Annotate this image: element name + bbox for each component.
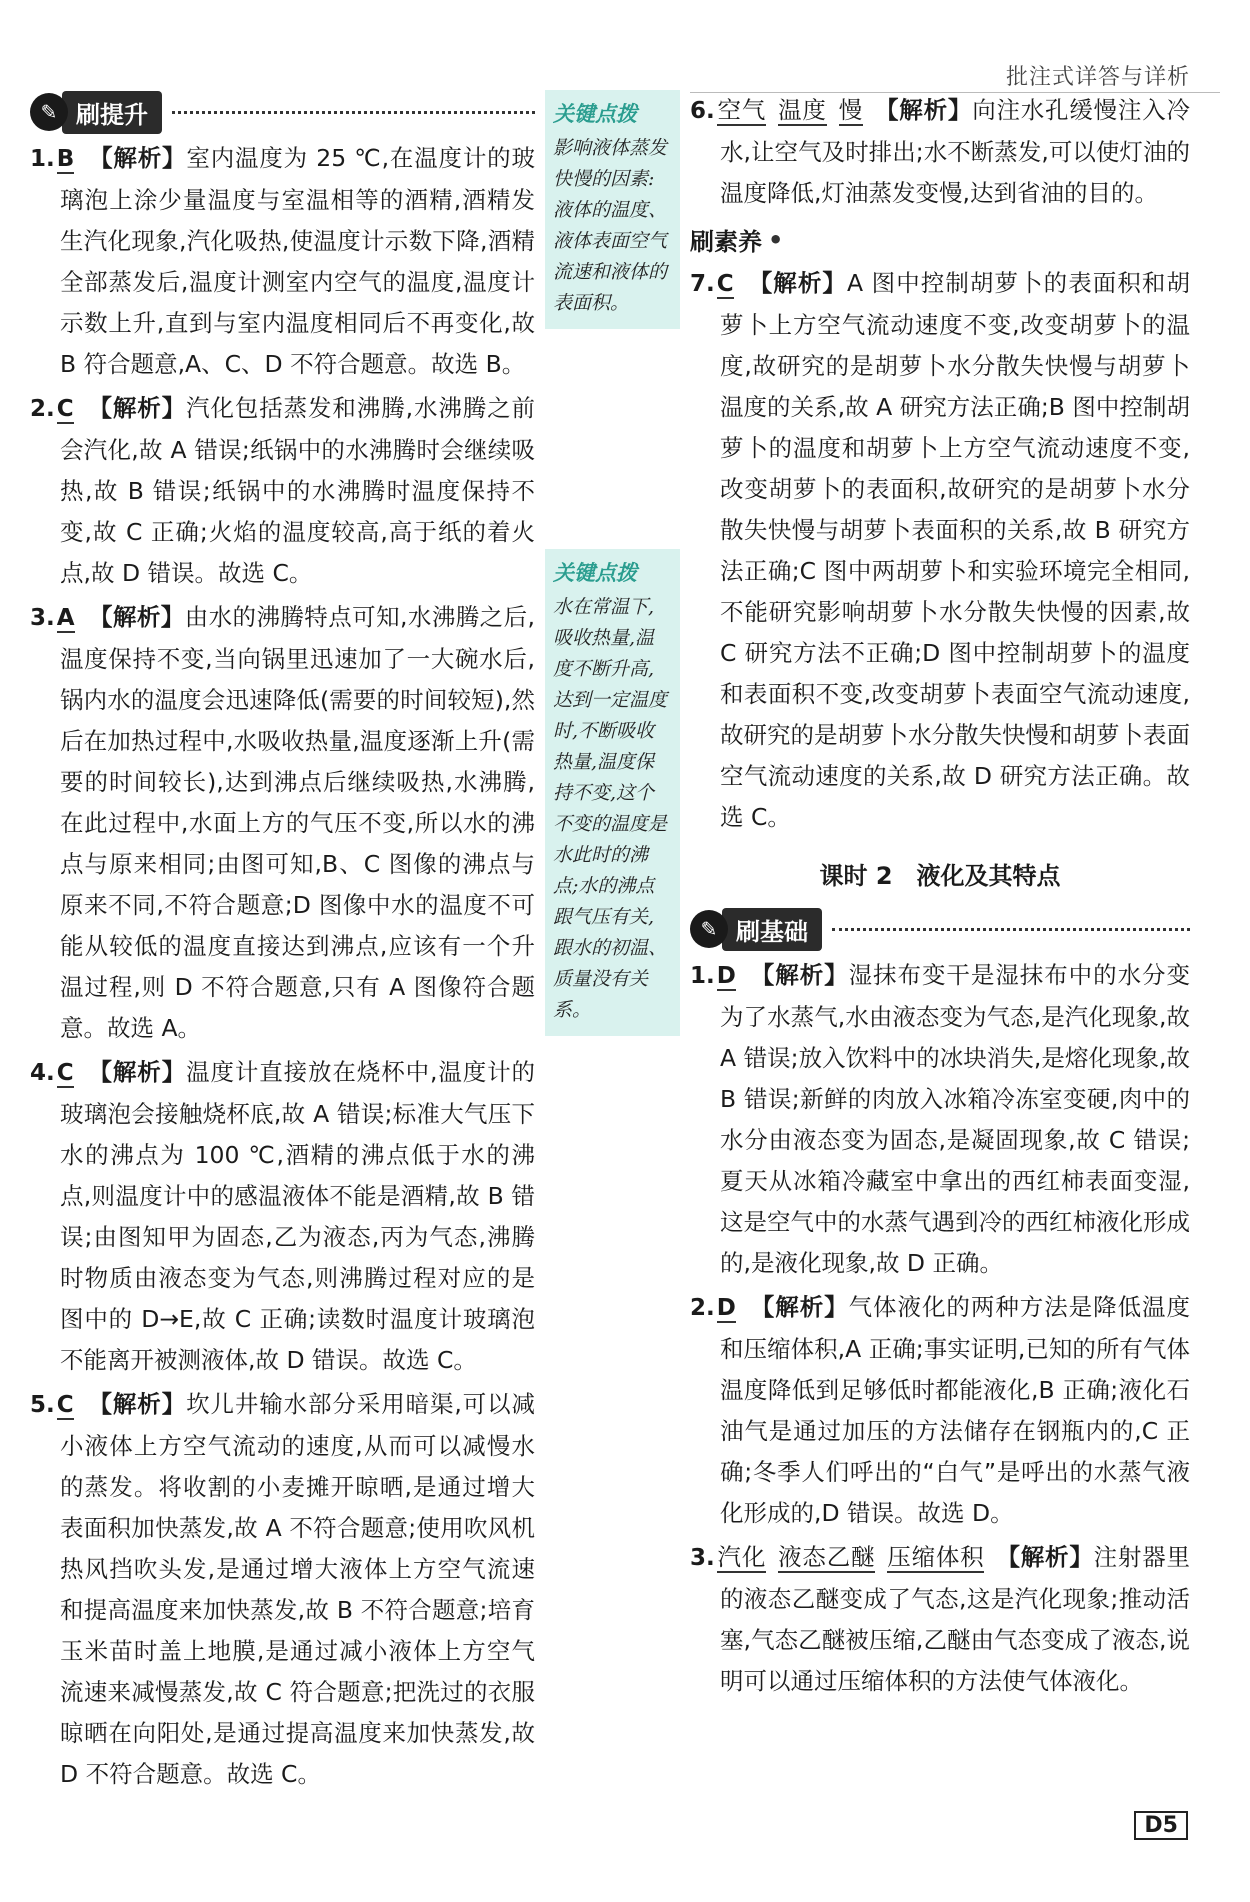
question-number: 3. <box>30 605 55 631</box>
question-number: 1. <box>690 963 715 989</box>
analysis-text: 气体液化的两种方法是降低温度和压缩体积,A 正确;事实证明,已知的所有气体温度降低到足够低时都能液化,B 正确;液化石油气是通过加压的方法储存在钢瓶内的,C 正确;冬季人们呼出的“白气”是呼出的水蒸气液化形成的,D 错误。故选 D。 <box>720 1293 1190 1527</box>
question-number: 4. <box>30 1060 55 1086</box>
question-answer: B <box>56 146 75 172</box>
analysis-tag: 【解析】 <box>749 1293 849 1321</box>
lesson-title: 课时 2 液化及其特点 <box>819 862 1061 890</box>
question-item <box>30 138 535 385</box>
question-item <box>30 597 535 1049</box>
question-answer: D <box>716 963 736 989</box>
analysis-tag: 【解析】 <box>87 1390 187 1418</box>
question-item <box>30 388 535 594</box>
analysis-tag: 【解析】 <box>88 144 187 172</box>
fill-answer: 温度 <box>778 96 827 124</box>
brush-icon: ✎ <box>30 93 68 131</box>
question-item <box>30 1052 535 1381</box>
analysis-tag: 【解析】 <box>87 394 187 422</box>
question-number: 7. <box>690 271 715 297</box>
fill-answer: 液态乙醚 <box>778 1543 876 1571</box>
question-answer: D <box>716 1295 736 1321</box>
analysis-tag: 【解析】 <box>747 269 848 297</box>
section-label: 刷提升 <box>62 91 162 134</box>
section-header-shuajichu <box>690 907 1190 951</box>
fill-answer: 汽化 <box>716 1543 767 1571</box>
analysis-text: 由水的沸腾特点可知,水沸腾之后,温度保持不变,当向锅里迅速加了一大碗水后,锅内水的温度会迅速降低(需要的时间较短),然后在加热过程中,水吸收热量,温度逐渐上升(需要的时间较长),达到沸点后继续吸热,水沸腾,在此过程中,水面上方的气压不变,所以水的沸点与原来相同;由图可知,B、C 图像的沸点与原来不同,不符合题意;D 图像中水的温度不可能从较低的温度直接达到沸点,应该有一个升温过程,则 D 不符合题意,只有 A 图像符合题意。故选 A。 <box>60 603 535 1042</box>
notes-column <box>545 90 680 1036</box>
question-answer: C <box>56 396 74 422</box>
question-answer: A <box>56 605 75 631</box>
fill-answer: 慢 <box>838 96 864 124</box>
key-tip-text: 水在常温下,吸收热量,温度不断升高,达到一定温度时,不断吸收热量,温度保持不变,这个不变的温度是水此时的沸点;水的沸点跟气压有关,跟水的初温、质量没有关系。 <box>553 596 668 1021</box>
analysis-text: 室内温度为 25 ℃,在温度计的玻璃泡上涂少量温度与室温相等的酒精,酒精发生汽化现象,汽化吸热,使温度计示数下降,酒精全部蒸发后,温度计测室内空气的温度,温度计示数上升,直到与室内温度相同后不再变化,故 B 符合题意,A、C、D 不符合题意。故选 B。 <box>60 144 536 378</box>
left-column <box>30 90 535 1798</box>
key-tip-title: 关键点拨 <box>553 101 637 126</box>
key-tip-box <box>545 549 680 1036</box>
section-label: 刷基础 <box>722 908 822 951</box>
analysis-tag: 【解析】 <box>87 1058 187 1086</box>
analysis-text: 温度计直接放在烧杯中,温度计的玻璃泡会接触烧杯底,故 A 错误;标准大气压下水的沸点为 100 ℃,酒精的沸点低于水的沸点,则温度计中的感温液体不能是酒精,故 B 错误;由图知甲为固态,乙为液态,丙为气态,沸腾时物质由液态变为气态,则沸腾过程对应的是图中的 D→E,故 C 正确;读数时温度计玻璃泡不能离开被测液体,故 D 错误。故选 C。 <box>60 1058 535 1374</box>
section-header-shuasuyang <box>690 222 1190 257</box>
page-number: D5 <box>1134 1811 1188 1840</box>
question-answer: C <box>716 271 734 297</box>
section-header-shuatisheng <box>30 90 535 134</box>
dotted-divider <box>832 928 1190 931</box>
key-tip-box <box>545 90 680 329</box>
fill-answer: 空气 <box>716 96 767 124</box>
analysis-tag: 【解析】 <box>88 603 185 631</box>
question-number: 2. <box>30 396 55 422</box>
analysis-text: 注射器里的液态乙醚变成了气态,这是汽化现象;推动活塞,气态乙醚被压缩,乙醚由气态变成了液态,说明可以通过压缩体积的方法使气体液化。 <box>720 1543 1191 1695</box>
question-number: 5. <box>30 1392 55 1418</box>
dotted-divider <box>172 111 535 114</box>
question-number: 1. <box>30 146 55 172</box>
analysis-text: 湿抹布变干是湿抹布中的水分变为了水蒸气,水由液态变为气态,是汽化现象,故 A 错误;放入饮料中的冰块消失,是熔化现象,故 B 错误;新鲜的肉放入冰箱冷冻室变硬,肉中的水分由液态变为固态,是凝固现象,故 C 错误;夏天从冰箱冷藏室中拿出的西红柿表面变湿,这是空气中的水蒸气遇到冷的西红柿液化形成的,是液化现象,故 D 正确。 <box>720 961 1190 1277</box>
analysis-text: 向注水孔缓慢注入冷水,让空气及时排出;水不断蒸发,可以使灯油的温度降低,灯油蒸发变慢,达到省油的目的。 <box>720 96 1191 207</box>
key-tip-title: 关键点拨 <box>553 560 637 585</box>
right-column <box>690 90 1190 1705</box>
brush-icon: ✎ <box>690 910 728 948</box>
fill-answer: 压缩体积 <box>887 1543 985 1571</box>
question-item <box>690 263 1190 838</box>
question-item <box>690 1287 1190 1534</box>
question-number: 2. <box>690 1295 715 1321</box>
header-title: 批注式详答与详析 <box>1005 65 1190 90</box>
section-dot: • <box>768 225 784 254</box>
analysis-text: 坎儿井输水部分采用暗渠,可以减小液体上方空气流动的速度,从而可以减慢水的蒸发。将收割的小麦摊开晾晒,是通过增大表面积加快蒸发,故 A 不符合题意;使用吹风机热风挡吹头发,是通过增大液体上方空气流速和提高温度来加快蒸发,故 B 不符合题意;培育玉米苗时盖上地膜,是通过减小液体上方空气流速来减慢蒸发,故 C 符合题意;把洗过的衣服晾晒在向阳处,是通过提高温度来加快蒸发,故 D 不符合题意。故选 C。 <box>60 1390 535 1788</box>
question-answer: C <box>56 1392 74 1418</box>
question-number: 3. <box>690 1545 715 1571</box>
analysis-tag: 【解析】 <box>875 96 973 124</box>
section-label: 刷素养 <box>690 228 762 256</box>
analysis-tag: 【解析】 <box>996 1543 1094 1571</box>
question-answer: C <box>56 1060 74 1086</box>
question-number: 6. <box>690 98 715 124</box>
question-item <box>30 1384 535 1795</box>
analysis-tag: 【解析】 <box>749 961 849 989</box>
analysis-text: A 图中控制胡萝卜的表面积和胡萝卜上方空气流动速度不变,改变胡萝卜的温度,故研究的是胡萝卜水分散失快慢与胡萝卜温度的关系,故 A 研究方法正确;B 图中控制胡萝卜的温度和胡萝卜上方空气流动速度不变,改变胡萝卜的表面积,故研究的是胡萝卜水分散失快慢与胡萝卜表面积的关系,故 B 研究方法正确;C 图中两胡萝卜和实验环境完全相同,不能研究影响胡萝卜水分散失快慢的因素,故 C 研究方法不正确;D 图中控制胡萝卜的温度和表面积不变,改变胡萝卜表面空气流动速度,故研究的是胡萝卜水分散失快慢和胡萝卜表面空气流动速度的关系,故 D 研究方法正确。故选 C。 <box>720 269 1191 831</box>
question-item <box>690 955 1190 1284</box>
key-tip-text: 影响液体蒸发快慢的因素:液体的温度、液体表面空气流速和液体的表面积。 <box>553 137 668 314</box>
analysis-text: 汽化包括蒸发和沸腾,水沸腾之前会汽化,故 A 错误;纸锅中的水沸腾时会继续吸热,故 B 错误;纸锅中的水沸腾时温度保持不变,故 C 正确;火焰的温度较高,高于纸的着火点,故 D 错误。故选 C。 <box>60 394 535 587</box>
question-item <box>690 90 1190 214</box>
question-item <box>690 1537 1190 1702</box>
